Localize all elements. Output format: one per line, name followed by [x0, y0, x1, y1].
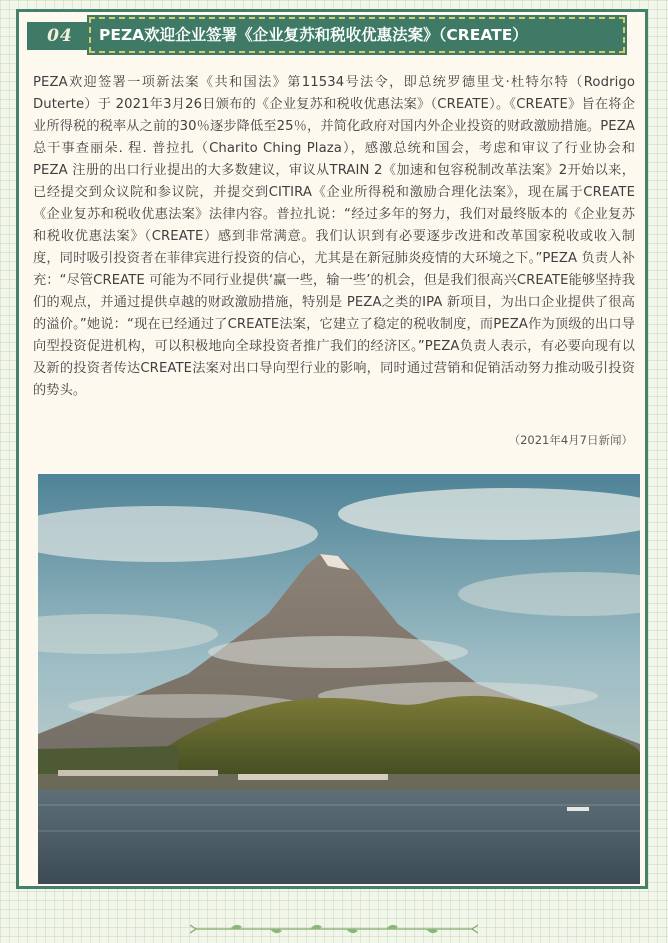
section-number: 04 — [27, 22, 93, 50]
section-title: PEZA欢迎企业签署《企业复苏和税收优惠法案》（CREATE） — [89, 17, 625, 53]
news-date: （2021年4月7日新闻） — [508, 433, 633, 447]
article-card — [16, 9, 648, 889]
article-body: PEZA欢迎签署一项新法案《共和国法》第11534号法令，即总统罗德里戈·杜特尔特（Rodrigo Duterte）于 2021年3月26日颁布的《企业复苏和税收优惠法案》（CREATE）。《CREATE》旨在将企业所得税的税率从之前的30％逐步降低至25％，并简化政府对国内外企业投资的财政激励措施。PEZA总干事查丽朵. 程. 普拉扎（Charito Ching Plaza），感激总统和国会，考虑和审议了行业协会和 PEZA 注册的出口行业提出的大多数建议，审议从TRAIN 2《加速和包容税制改革法案》2开始以来，已经提交到众议院和参议院，并提交到CITIRA《企业所得税和激励合理化法案》，现在属于CREATE《企业复苏和税收优惠法案》法律内容。普拉扎说：“经过多年的努力，我们对最终版本的《企业复苏和税收优惠法案》（CREATE）感到非常满意。我们认识到有必要逐步改进和改革国家税收或收入制度，同时吸引投资者在菲律宾进行投资的信心，尤其是在新冠肺炎疫情的大环境之下。”PEZA 负责人补充：“尽管CREATE 可能为不同行业提供‘赢一些，输一些’的机会，但是我们很高兴CREATE能够坚持我们的观点，并通过提供卓越的财政激励措施，特别是 PEZA之类的IPA 新项目，为出口企业提供了很高的溢价。”她说：“现在已经通过了CREATE法案，它建立了稳定的税收制度，而PEZA作为顶级的出口导向型投资促进机构，可以积极地向全球投资者推广我们的经济区。”PEZA负责人表示，有必要向现有以及新的投资者传达CREATE法案对出口导向型行业的影响，同时通过营销和促销活动努力推动吸引投资的势头。 — [33, 75, 635, 398]
volcano-photo — [38, 474, 640, 884]
leaf-divider-icon — [190, 922, 478, 936]
